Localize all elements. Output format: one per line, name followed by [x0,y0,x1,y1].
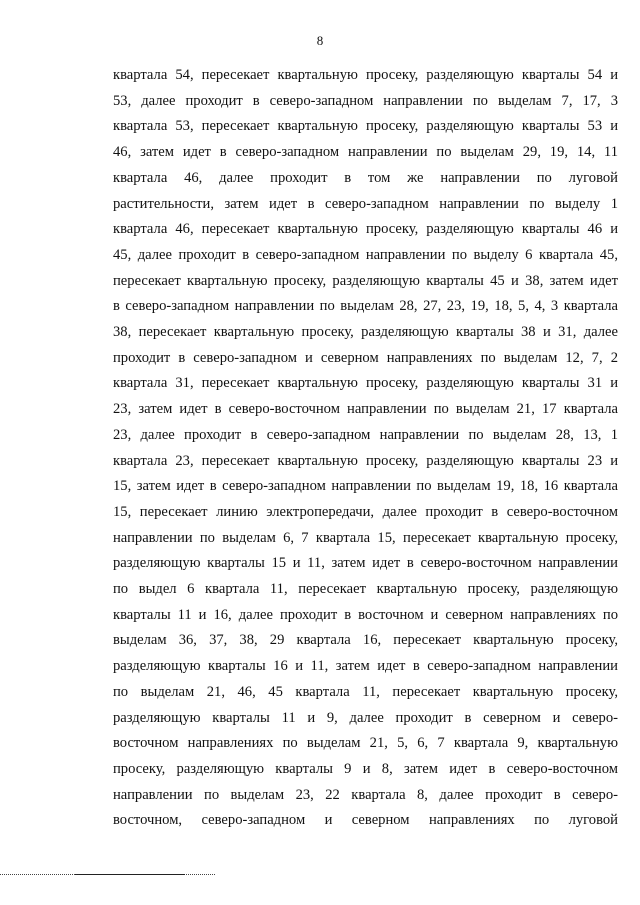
text-line: квартала 53, пересекает квартальную просеку, разделяющую кварталы 53 и [113,118,618,135]
text-line: направлении по выделам 6, 7 квартала 15, пересекает квартальную просеку, [113,529,618,546]
page-number: 8 [316,33,324,48]
footer-divider-solid [75,874,185,875]
text-line: по выдел 6 квартала 11, пересекает квартальную просеку, разделяющую [113,581,618,598]
text-line: кварталы 11 и 16, далее проходит в восточном и северном направлениях по [113,606,618,623]
text-line: направлении по выделам 23, 22 квартала 8, далее проходит в северо- [113,786,618,803]
text-line: в северо-западном направлении по выделам 28, 27, 23, 19, 18, 5, 4, 3 квартала [113,298,618,315]
text-line: разделяющую кварталы 15 и 11, затем идет в северо-восточном направлении [113,555,618,572]
text-line: просеку, разделяющую кварталы 9 и 8, затем идет в северо-восточном [113,760,618,777]
text-line: 23, затем идет в северо-восточном направлении по выделам 21, 17 квартала [113,401,618,418]
text-line: 38, пересекает квартальную просеку, разделяющую кварталы 38 и 31, далее [113,324,618,341]
text-line: выделам 36, 37, 38, 29 квартала 16, пересекает квартальную просеку, [113,632,618,649]
text-line: растительности, затем идет в северо-западном направлении по выделу 1 [113,195,618,212]
text-line: разделяющую кварталы 16 и 11, затем идет в северо-западном направлении [113,658,618,675]
text-line: проходит в северо-западном и северном направлениях по выделам 12, 7, 2 [113,349,618,366]
text-line: пересекает квартальную просеку, разделяющую кварталы 45 и 38, затем идет [113,272,618,289]
text-line: 45, далее проходит в северо-западном направлении по выделу 6 квартала 45, [113,246,618,263]
text-line: квартала 54, пересекает квартальную просеку, разделяющую кварталы 54 и [113,67,618,83]
text-line: 15, пересекает линию электропередачи, далее проходит в северо-восточном [113,503,618,520]
text-line: 23, далее проходит в северо-западном направлении по выделам 28, 13, 1 [113,426,618,443]
text-line: разделяющую кварталы 11 и 9, далее проходит в северном и северо- [113,709,618,726]
text-line: восточном, северо-западном и северном направлениях по луговой [113,812,618,829]
text-line: квартала 46, далее проходит в том же направлении по луговой [113,169,618,186]
text-line: квартала 31, пересекает квартальную просеку, разделяющую кварталы 31 и [113,375,618,392]
text-line: квартала 46, пересекает квартальную просеку, разделяющую кварталы 46 и [113,221,618,238]
text-line: по выделам 21, 46, 45 квартала 11, пересекает квартальную просеку, [113,683,618,700]
text-line: 15, затем идет в северо-западном направлении по выделам 19, 18, 16 квартала [113,478,618,495]
text-line: восточном направлениях по выделам 21, 5, 6, 7 квартала 9, квартальную [113,735,618,752]
text-line: 46, затем идет в северо-западном направлении по выделам 29, 19, 14, 11 [113,144,618,161]
document-body [113,63,618,834]
text-line: 53, далее проходит в северо-западном направлении по выделам 7, 17, 3 [113,92,618,109]
text-line: квартала 23, пересекает квартальную просеку, разделяющую кварталы 23 и [113,452,618,469]
